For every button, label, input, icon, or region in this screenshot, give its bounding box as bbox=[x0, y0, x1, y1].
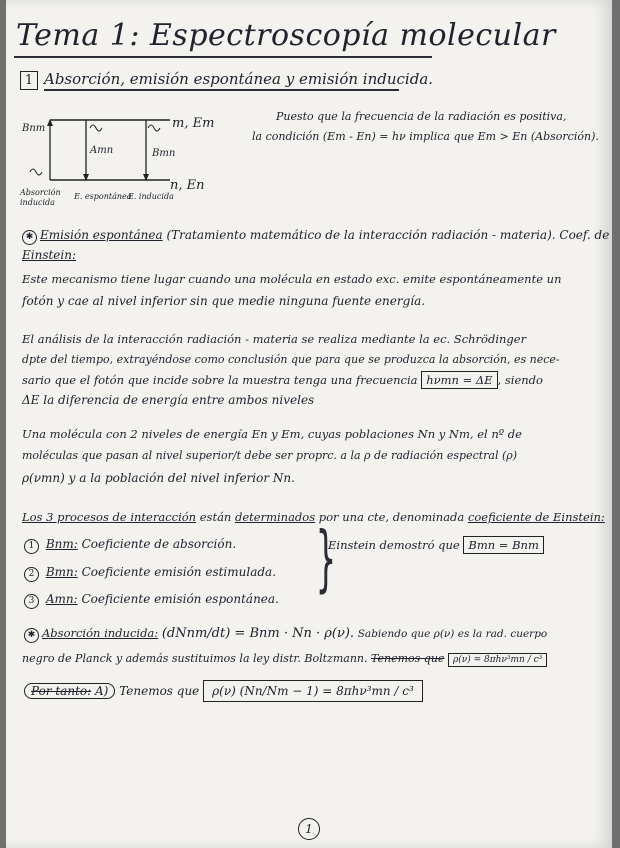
page-title: Tema 1: Espectroscopía molecular bbox=[16, 18, 556, 53]
section-1-title: Absorción, emisión espontánea y emisión inducida. bbox=[44, 70, 434, 88]
emision-heading-rest: (Tratamiento matemático de la interacción radiación - materia). Coef. de bbox=[166, 228, 610, 242]
analysis-line-3b: , siendo bbox=[497, 373, 543, 387]
analysis-line-3 bbox=[22, 373, 543, 387]
process-item-3 bbox=[24, 592, 279, 609]
side-note-line-1: Puesto que la frecuencia de la radiación es positiva, bbox=[276, 110, 567, 123]
processes-intro-b: están bbox=[199, 510, 232, 524]
section-number-box: 1 bbox=[20, 71, 38, 90]
label-bnm: Bnm bbox=[22, 123, 46, 134]
label-absorption: Absorción inducida bbox=[20, 188, 61, 207]
por-tanto-bracket bbox=[24, 683, 115, 699]
absorcion-heading: Absorción inducida: bbox=[42, 626, 159, 640]
planck-box-small: ρ(ν) = 8πhν³mn / c³ bbox=[448, 653, 547, 667]
label-a: A) bbox=[95, 684, 109, 698]
process-number-3: 3 bbox=[24, 594, 39, 609]
absorcion-text-1: Sabiendo que ρ(ν) es la rad. cuerpo bbox=[357, 628, 548, 640]
page-number: 1 bbox=[298, 818, 320, 840]
label-lower-level: n, En bbox=[170, 178, 205, 193]
absorcion-line-2 bbox=[22, 652, 547, 665]
process-desc-2: Coeficiente emisión estimulada. bbox=[81, 565, 277, 579]
process-desc-1: Coeficiente de absorción. bbox=[81, 537, 237, 551]
processes-intro-d: por una cte, denominada bbox=[318, 510, 465, 524]
process-number-2: 2 bbox=[24, 567, 39, 582]
molecule-line-3: ρ(νmn) y a la población del nivel inferior Nn. bbox=[22, 471, 295, 485]
processes-intro-e: coeficiente de Einstein: bbox=[467, 510, 605, 524]
photon-wave-induced bbox=[148, 125, 160, 131]
title-underline bbox=[14, 56, 432, 58]
curly-brace: } bbox=[315, 516, 337, 600]
section-1-heading bbox=[20, 70, 433, 90]
photon-wave-in bbox=[30, 169, 42, 175]
asterisk-bullet: ✱ bbox=[22, 230, 37, 245]
absorcion-line-1 bbox=[24, 626, 547, 643]
side-note-line-2: la condición (Em - En) = hν implica que Em > En (Absorción). bbox=[252, 130, 599, 143]
analysis-line-2: dpte del tiempo, extrayéndose como conclusión que para que se produzca la absorción, es nece- bbox=[22, 353, 560, 366]
molecule-line-2: moléculas que pasan al nivel superior/t debe ser proprc. a la ρ de radiación espectral (ρ) bbox=[22, 449, 518, 462]
analysis-line-3a: sario que el fotón que incide sobre la muestra tenga una frecuencia bbox=[22, 373, 418, 387]
label-amn: Amn bbox=[90, 145, 114, 156]
label-spontaneous: E. espontánea bbox=[74, 192, 132, 201]
label-bmn: Bmn bbox=[152, 148, 176, 159]
asterisk-bullet-2: ✱ bbox=[24, 628, 39, 643]
processes-intro bbox=[22, 510, 605, 524]
processes-intro-c: determinados bbox=[234, 510, 316, 524]
process-item-2 bbox=[24, 565, 276, 582]
processes-intro-a: Los 3 procesos de interacción bbox=[22, 510, 197, 524]
emision-text-2: fotón y cae al nivel inferior sin que medie ninguna fuente energía. bbox=[22, 294, 426, 308]
process-key-1: Bnm: bbox=[45, 537, 78, 551]
emision-heading: Emisión espontánea bbox=[40, 228, 163, 242]
emision-text-1: Este mecanismo tiene lugar cuando una molécula en estado exc. emite espontáneamente un bbox=[22, 272, 562, 286]
tenemos-text: Tenemos que bbox=[119, 684, 200, 698]
einstein-statement bbox=[328, 538, 544, 552]
analysis-line-1: El análisis de la interacción radiación - materia se realiza mediante la ec. Schrödinger bbox=[22, 332, 527, 346]
label-upper-level: m, Em bbox=[172, 116, 215, 131]
process-item-1 bbox=[24, 537, 236, 554]
analysis-line-4: ΔE la diferencia de energía entre ambos niveles bbox=[22, 393, 315, 407]
absorcion-text-2: negro de Planck y además sustituimos la ley distr. Boltzmann. bbox=[22, 652, 368, 665]
struck-text: Tenemos que bbox=[371, 652, 445, 665]
emision-heading-line bbox=[22, 228, 609, 245]
final-equation-box: ρ(ν) (Nn/Nm − 1) = 8πhν³mn / c³ bbox=[203, 680, 423, 702]
process-desc-3: Coeficiente emisión espontánea. bbox=[81, 592, 279, 606]
einstein-equation-box: Bmn = Bnm bbox=[463, 536, 543, 554]
label-induced: E. inducida bbox=[128, 192, 174, 201]
molecule-line-1: Una molécula con 2 niveles de energía En y Em, cuyas poblaciones Nn y Nm, el nº de bbox=[22, 427, 522, 441]
process-key-3: Amn: bbox=[45, 592, 78, 606]
section-1-underline bbox=[44, 89, 399, 91]
photon-wave-out bbox=[90, 125, 102, 131]
process-number-1: 1 bbox=[24, 539, 39, 554]
frequency-condition-box: hνmn = ΔE bbox=[421, 371, 497, 389]
process-key-2: Bmn: bbox=[45, 565, 78, 579]
rate-equation: (dNnm/dt) = Bnm · Nn · ρ(ν). bbox=[161, 626, 355, 641]
por-tanto: Por tanto: bbox=[31, 684, 92, 698]
emision-heading-einstein: Einstein: bbox=[22, 248, 77, 262]
einstein-text: Einstein demostró que bbox=[328, 538, 460, 552]
absorcion-line-3 bbox=[24, 684, 423, 698]
